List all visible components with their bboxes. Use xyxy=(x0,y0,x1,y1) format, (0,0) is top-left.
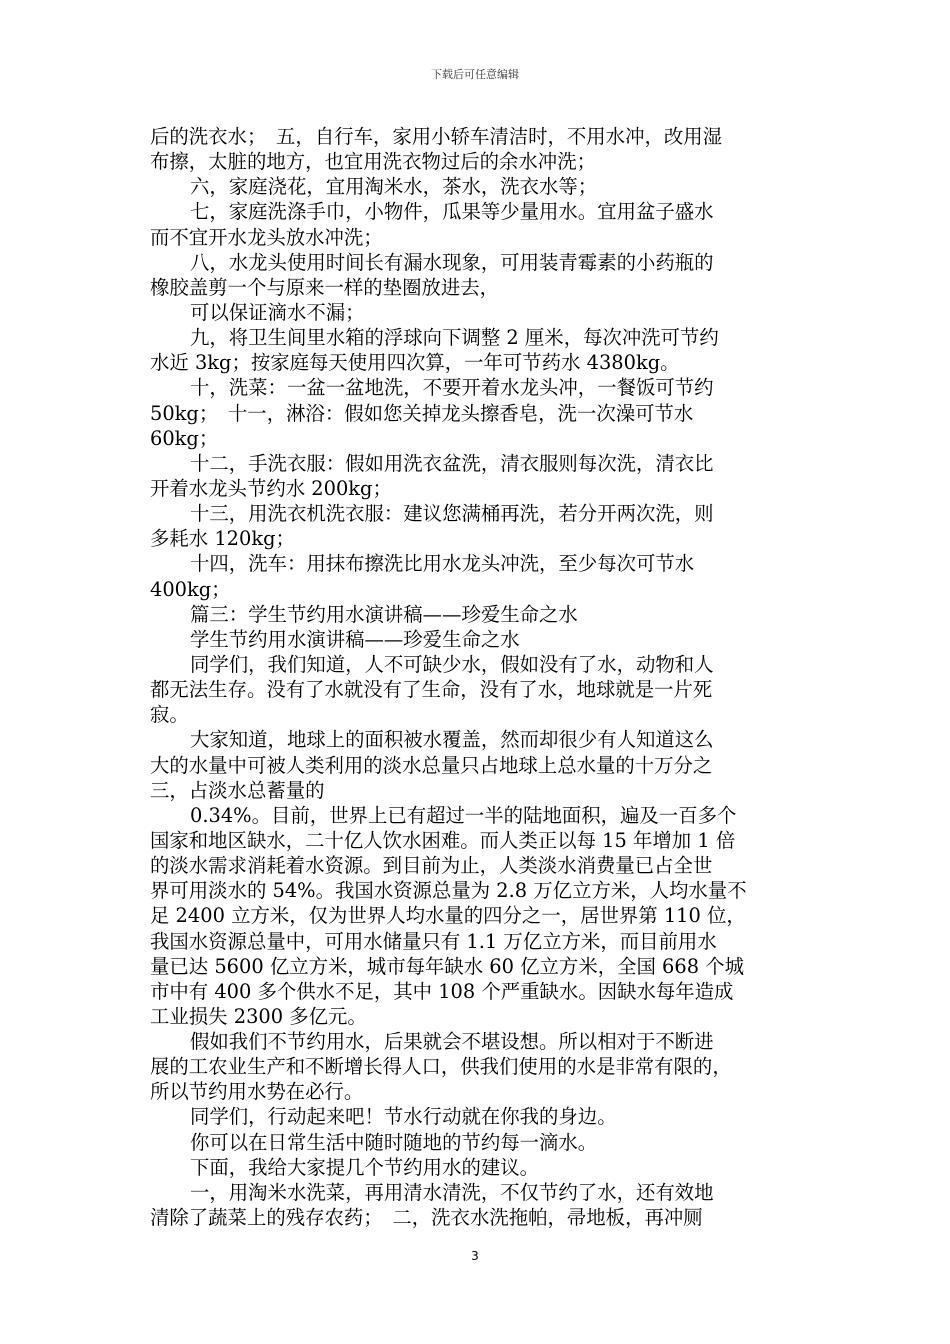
text-line: 大的水量中可被人类利用的淡水总量只占地球上总水量的十万分之 xyxy=(150,753,713,777)
text-line: 大家知道，地球上的面积被水覆盖，然而却很少有人知道这么 xyxy=(190,728,714,752)
text-line: 一，用淘米水洗菜，再用清水清洗，不仅节约了水，还有效地 xyxy=(190,1180,714,1204)
text-line: 七，家庭洗涤手巾，小物件，瓜果等少量用水。宜用盆子盛水 xyxy=(190,200,714,224)
text-line: 十，洗菜：一盆一盆地洗，不要开着水龙头冲，一餐饭可节约 xyxy=(190,376,714,400)
text-line: 水近 3kg；按家庭每天使用四次算，一年可节药水 4380kg。 xyxy=(150,351,680,375)
text-line: 所以节约用水势在必行。 xyxy=(150,1080,364,1104)
page-number: 3 xyxy=(471,1249,479,1263)
text-line: 足 2400 立方米，仅为世界人均水量的四分之一，居世界第 110 位， xyxy=(150,904,746,928)
text-line: 而不宜开水龙头放水冲洗； xyxy=(150,225,383,249)
text-line: 橡胶盖剪一个与原来一样的垫圈放进去， xyxy=(150,275,500,299)
text-line: 九，将卫生间里水箱的浮球向下调整 2 厘米，每次冲洗可节约 xyxy=(190,326,719,350)
text-line: 同学们，行动起来吧！节水行动就在你我的身边。 xyxy=(190,1105,617,1129)
text-line: 后的洗衣水； 五，自行车，家用小轿车清洁时，不用水冲，改用湿 xyxy=(150,125,723,148)
text-line: 十三，用洗衣机洗衣服：建议您满桶再洗，若分开两次洗，则 xyxy=(190,502,714,526)
document-body xyxy=(150,124,810,1230)
text-line: 同学们，我们知道，人不可缺少水，假如没有了水，动物和人 xyxy=(190,652,714,676)
text-line: 假如我们不节约用水，后果就会不堪设想。所以相对于不断进 xyxy=(190,1030,714,1054)
text-line: 界可用淡水的 54%。我国水资源总量为 2.8 万亿立方米，人均水量不 xyxy=(150,879,747,903)
text-line: 十二，手洗衣服：假如用洗衣盆洗，清衣服则每次洗，清衣比 xyxy=(190,451,714,475)
text-line: 量已达 5600 亿立方米，城市每年缺水 60 亿立方米，全国 668 个城 xyxy=(150,954,744,978)
text-line: 寂。 xyxy=(150,703,189,727)
text-line: 都无法生存。没有了水就没有了生命，没有了水，地球就是一片死 xyxy=(150,678,713,702)
text-line: 三，占淡水总蓄量的 xyxy=(150,778,325,802)
text-line: 国家和地区缺水，二十亿人饮水困难。而人类正以每 15 年增加 1 倍 xyxy=(150,828,736,852)
text-line: 八，水龙头使用时间长有漏水现象，可用装青霉素的小药瓶的 xyxy=(190,250,714,274)
page-header: 下载后可任意编辑 xyxy=(431,68,519,81)
text-line: 我国水资源总量中，可用水储量只有 1.1 万亿立方米，而目前用水 xyxy=(150,929,717,953)
text-line: 六，家庭浇花，宜用淘米水，茶水，洗衣水等； xyxy=(190,175,598,199)
text-line: 你可以在日常生活中随时随地的节约每一滴水。 xyxy=(190,1130,598,1154)
text-line: 60kg； xyxy=(150,426,219,450)
text-line: 的淡水需求消耗着水资源。到目前为止，人类淡水消费量已占全世 xyxy=(150,854,713,878)
text-line: 布擦，太脏的地方，也宜用洗衣物过后的余水冲洗； xyxy=(150,150,596,174)
speech-title: 学生节约用水演讲稿——珍爱生命之水 xyxy=(190,627,520,651)
section-heading: 篇三：学生节约用水演讲稿——珍爱生命之水 xyxy=(190,602,578,626)
text-line: 可以保证滴水不漏； xyxy=(190,300,365,324)
text-line: 下面，我给大家提几个节约用水的建议。 xyxy=(190,1155,540,1179)
text-line: 0.34%。目前，世界上已有超过一半的陆地面积，遍及一百多个 xyxy=(190,803,737,827)
text-line: 50kg； 十一，淋浴：假如您关掉龙头擦香皂，洗一次澡可节水 xyxy=(150,401,694,425)
text-line: 十四，洗车：用抹布擦洗比用水龙头冲洗，至少每次可节水 xyxy=(190,552,695,576)
text-line: 展的工农业生产和不断增长得人口，供我们使用的水是非常有限的， xyxy=(150,1055,732,1079)
text-line: 工业损失 2300 多亿元。 xyxy=(150,1004,367,1028)
text-line: 清除了蔬菜上的残存农药； 二，洗衣水洗拖帕，帚地板，再冲厕 xyxy=(150,1206,703,1230)
text-line: 多耗水 120kg； xyxy=(150,527,295,551)
text-line: 市中有 400 多个供水不足，其中 108 个严重缺水。因缺水每年造成 xyxy=(150,979,734,1003)
text-line: 开着水龙头节约水 200kg； xyxy=(150,476,392,500)
text-line: 400kg； xyxy=(150,577,231,601)
